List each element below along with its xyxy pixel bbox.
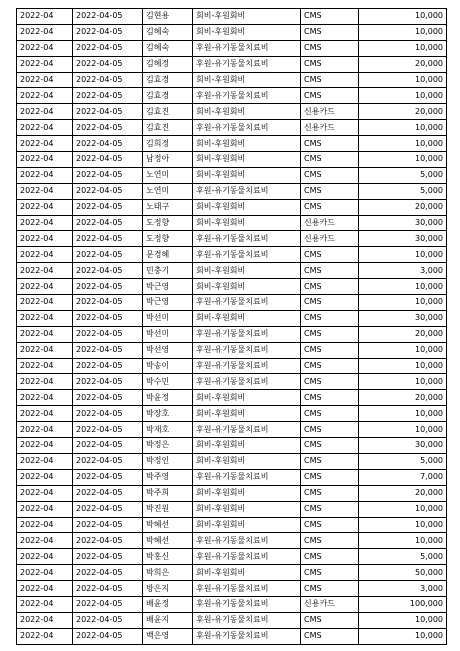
donor-name-cell: 노연미 <box>143 183 193 199</box>
item-cell: 후원-유기동물치료비 <box>193 549 301 565</box>
amount-cell: 10,000 <box>359 374 447 390</box>
donor-name-cell: 박혜선 <box>143 533 193 549</box>
month-cell: 2022-04 <box>17 581 73 597</box>
date-cell: 2022-04-05 <box>73 152 143 168</box>
amount-cell: 20,000 <box>359 199 447 215</box>
month-cell: 2022-04 <box>17 422 73 438</box>
item-cell: 후원-유기동물치료비 <box>193 374 301 390</box>
date-cell: 2022-04-05 <box>73 326 143 342</box>
amount-cell: 5,000 <box>359 183 447 199</box>
month-cell: 2022-04 <box>17 56 73 72</box>
date-cell: 2022-04-05 <box>73 533 143 549</box>
item-cell: 후원-유기동물치료비 <box>193 326 301 342</box>
donor-name-cell: 김효경 <box>143 88 193 104</box>
table-row <box>17 581 447 597</box>
payment-method-cell: CMS <box>301 247 359 263</box>
donor-name-cell: 박홍신 <box>143 549 193 565</box>
table-row <box>17 295 447 311</box>
donor-name-cell: 김현용 <box>143 9 193 25</box>
payment-method-cell: CMS <box>301 24 359 40</box>
amount-cell: 10,000 <box>359 533 447 549</box>
table-row <box>17 453 447 469</box>
date-cell: 2022-04-05 <box>73 9 143 25</box>
donor-name-cell: 노연미 <box>143 167 193 183</box>
month-cell: 2022-04 <box>17 247 73 263</box>
item-cell: 회비-후원회비 <box>193 152 301 168</box>
amount-cell: 30,000 <box>359 310 447 326</box>
month-cell: 2022-04 <box>17 215 73 231</box>
item-cell: 회비-후원회비 <box>193 453 301 469</box>
amount-cell: 30,000 <box>359 438 447 454</box>
item-cell: 후원-유기동물치료비 <box>193 422 301 438</box>
amount-cell: 100,000 <box>359 596 447 612</box>
item-cell: 회비-후원회비 <box>193 215 301 231</box>
date-cell: 2022-04-05 <box>73 565 143 581</box>
table-row <box>17 549 447 565</box>
item-cell: 후원-유기동물치료비 <box>193 56 301 72</box>
amount-cell: 10,000 <box>359 279 447 295</box>
table-row <box>17 215 447 231</box>
payment-method-cell: CMS <box>301 342 359 358</box>
date-cell: 2022-04-05 <box>73 549 143 565</box>
item-cell: 후원-유기동물치료비 <box>193 120 301 136</box>
month-cell: 2022-04 <box>17 40 73 56</box>
date-cell: 2022-04-05 <box>73 72 143 88</box>
payment-method-cell: CMS <box>301 406 359 422</box>
month-cell: 2022-04 <box>17 295 73 311</box>
payment-method-cell: CMS <box>301 358 359 374</box>
amount-cell: 10,000 <box>359 612 447 628</box>
payment-method-cell: CMS <box>301 183 359 199</box>
payment-method-cell: CMS <box>301 628 359 644</box>
date-cell: 2022-04-05 <box>73 469 143 485</box>
amount-cell: 20,000 <box>359 56 447 72</box>
amount-cell: 10,000 <box>359 628 447 644</box>
table-row <box>17 438 447 454</box>
date-cell: 2022-04-05 <box>73 231 143 247</box>
date-cell: 2022-04-05 <box>73 485 143 501</box>
amount-cell: 20,000 <box>359 390 447 406</box>
payment-method-cell: CMS <box>301 612 359 628</box>
payment-method-cell: CMS <box>301 485 359 501</box>
amount-cell: 10,000 <box>359 342 447 358</box>
donor-name-cell: 박혜선 <box>143 517 193 533</box>
month-cell: 2022-04 <box>17 358 73 374</box>
date-cell: 2022-04-05 <box>73 422 143 438</box>
month-cell: 2022-04 <box>17 438 73 454</box>
table-row <box>17 279 447 295</box>
date-cell: 2022-04-05 <box>73 40 143 56</box>
date-cell: 2022-04-05 <box>73 406 143 422</box>
date-cell: 2022-04-05 <box>73 501 143 517</box>
date-cell: 2022-04-05 <box>73 374 143 390</box>
donor-name-cell: 박근영 <box>143 279 193 295</box>
month-cell: 2022-04 <box>17 596 73 612</box>
table-row <box>17 88 447 104</box>
date-cell: 2022-04-05 <box>73 612 143 628</box>
donor-name-cell: 김희정 <box>143 136 193 152</box>
payment-method-cell: CMS <box>301 199 359 215</box>
payment-method-cell: CMS <box>301 263 359 279</box>
table-row <box>17 136 447 152</box>
item-cell: 후원-유기동물치료비 <box>193 581 301 597</box>
donor-name-cell: 박진원 <box>143 501 193 517</box>
payment-method-cell: CMS <box>301 310 359 326</box>
date-cell: 2022-04-05 <box>73 24 143 40</box>
amount-cell: 20,000 <box>359 326 447 342</box>
item-cell: 후원-유기동물치료비 <box>193 612 301 628</box>
payment-method-cell: CMS <box>301 9 359 25</box>
month-cell: 2022-04 <box>17 517 73 533</box>
payment-method-cell: CMS <box>301 152 359 168</box>
table-row <box>17 374 447 390</box>
date-cell: 2022-04-05 <box>73 136 143 152</box>
table-row <box>17 310 447 326</box>
item-cell: 회비-후원회비 <box>193 167 301 183</box>
donor-name-cell: 김혜숙 <box>143 24 193 40</box>
table-row <box>17 358 447 374</box>
month-cell: 2022-04 <box>17 406 73 422</box>
table-row <box>17 422 447 438</box>
date-cell: 2022-04-05 <box>73 183 143 199</box>
month-cell: 2022-04 <box>17 390 73 406</box>
table-row <box>17 263 447 279</box>
item-cell: 후원-유기동물치료비 <box>193 88 301 104</box>
table-row <box>17 390 447 406</box>
month-cell: 2022-04 <box>17 326 73 342</box>
table-row <box>17 565 447 581</box>
table-row <box>17 501 447 517</box>
payment-method-cell: CMS <box>301 56 359 72</box>
item-cell: 후원-유기동물치료비 <box>193 342 301 358</box>
donor-name-cell: 박주희 <box>143 485 193 501</box>
table-row <box>17 152 447 168</box>
item-cell: 후원-유기동물치료비 <box>193 358 301 374</box>
payment-method-cell: CMS <box>301 469 359 485</box>
payment-method-cell: CMS <box>301 438 359 454</box>
month-cell: 2022-04 <box>17 199 73 215</box>
amount-cell: 20,000 <box>359 485 447 501</box>
table-row <box>17 612 447 628</box>
donor-name-cell: 도정향 <box>143 215 193 231</box>
date-cell: 2022-04-05 <box>73 390 143 406</box>
payment-method-cell: CMS <box>301 565 359 581</box>
date-cell: 2022-04-05 <box>73 199 143 215</box>
month-cell: 2022-04 <box>17 183 73 199</box>
table-row <box>17 231 447 247</box>
date-cell: 2022-04-05 <box>73 263 143 279</box>
payment-method-cell: CMS <box>301 40 359 56</box>
donor-name-cell: 김효진 <box>143 120 193 136</box>
payment-method-cell: CMS <box>301 279 359 295</box>
item-cell: 후원-유기동물치료비 <box>193 231 301 247</box>
payment-method-cell: CMS <box>301 136 359 152</box>
donor-name-cell: 남정아 <box>143 152 193 168</box>
item-cell: 회비-후원회비 <box>193 517 301 533</box>
date-cell: 2022-04-05 <box>73 438 143 454</box>
payment-method-cell: CMS <box>301 533 359 549</box>
donor-name-cell: 민충기 <box>143 263 193 279</box>
date-cell: 2022-04-05 <box>73 56 143 72</box>
date-cell: 2022-04-05 <box>73 88 143 104</box>
item-cell: 회비-후원회비 <box>193 104 301 120</box>
month-cell: 2022-04 <box>17 120 73 136</box>
payment-method-cell: 신용카드 <box>301 215 359 231</box>
month-cell: 2022-04 <box>17 374 73 390</box>
table-row <box>17 167 447 183</box>
donor-name-cell: 배윤정 <box>143 596 193 612</box>
item-cell: 회비-후원회비 <box>193 485 301 501</box>
table-row <box>17 342 447 358</box>
item-cell: 회비-후원회비 <box>193 310 301 326</box>
month-cell: 2022-04 <box>17 263 73 279</box>
date-cell: 2022-04-05 <box>73 517 143 533</box>
donor-name-cell: 박윤정 <box>143 390 193 406</box>
amount-cell: 5,000 <box>359 453 447 469</box>
date-cell: 2022-04-05 <box>73 295 143 311</box>
item-cell: 회비-후원회비 <box>193 24 301 40</box>
month-cell: 2022-04 <box>17 342 73 358</box>
table-row <box>17 9 447 25</box>
item-cell: 후원-유기동물치료비 <box>193 295 301 311</box>
amount-cell: 7,000 <box>359 469 447 485</box>
month-cell: 2022-04 <box>17 501 73 517</box>
donor-name-cell: 박근영 <box>143 295 193 311</box>
amount-cell: 20,000 <box>359 104 447 120</box>
month-cell: 2022-04 <box>17 136 73 152</box>
donor-name-cell: 박송이 <box>143 358 193 374</box>
amount-cell: 50,000 <box>359 565 447 581</box>
month-cell: 2022-04 <box>17 9 73 25</box>
donor-name-cell: 박선미 <box>143 326 193 342</box>
donor-name-cell: 박선영 <box>143 342 193 358</box>
amount-cell: 10,000 <box>359 136 447 152</box>
month-cell: 2022-04 <box>17 167 73 183</box>
date-cell: 2022-04-05 <box>73 453 143 469</box>
amount-cell: 5,000 <box>359 549 447 565</box>
donor-name-cell: 도정향 <box>143 231 193 247</box>
table-row <box>17 183 447 199</box>
table-row <box>17 326 447 342</box>
amount-cell: 3,000 <box>359 581 447 597</box>
date-cell: 2022-04-05 <box>73 215 143 231</box>
payment-method-cell: CMS <box>301 422 359 438</box>
table-row <box>17 56 447 72</box>
table-row <box>17 533 447 549</box>
payment-method-cell: 신용카드 <box>301 104 359 120</box>
month-cell: 2022-04 <box>17 549 73 565</box>
month-cell: 2022-04 <box>17 104 73 120</box>
month-cell: 2022-04 <box>17 310 73 326</box>
donor-name-cell: 박정인 <box>143 453 193 469</box>
donor-name-cell: 김혜숙 <box>143 40 193 56</box>
amount-cell: 10,000 <box>359 406 447 422</box>
amount-cell: 3,000 <box>359 263 447 279</box>
payment-method-cell: 신용카드 <box>301 231 359 247</box>
donor-name-cell: 박수민 <box>143 374 193 390</box>
amount-cell: 10,000 <box>359 501 447 517</box>
amount-cell: 10,000 <box>359 40 447 56</box>
month-cell: 2022-04 <box>17 533 73 549</box>
amount-cell: 10,000 <box>359 422 447 438</box>
item-cell: 회비-후원회비 <box>193 406 301 422</box>
item-cell: 회비-후원회비 <box>193 72 301 88</box>
item-cell: 후원-유기동물치료비 <box>193 183 301 199</box>
month-cell: 2022-04 <box>17 231 73 247</box>
donation-table <box>16 8 447 645</box>
amount-cell: 10,000 <box>359 24 447 40</box>
amount-cell: 5,000 <box>359 167 447 183</box>
payment-method-cell: CMS <box>301 374 359 390</box>
donor-name-cell: 김혜정 <box>143 56 193 72</box>
donor-name-cell: 방은지 <box>143 581 193 597</box>
item-cell: 회비-후원회비 <box>193 199 301 215</box>
item-cell: 후원-유기동물치료비 <box>193 628 301 644</box>
month-cell: 2022-04 <box>17 628 73 644</box>
month-cell: 2022-04 <box>17 152 73 168</box>
amount-cell: 10,000 <box>359 152 447 168</box>
table-row <box>17 40 447 56</box>
donor-name-cell: 배윤지 <box>143 612 193 628</box>
amount-cell: 10,000 <box>359 517 447 533</box>
item-cell: 회비-후원회비 <box>193 279 301 295</box>
table-row <box>17 120 447 136</box>
payment-method-cell: CMS <box>301 501 359 517</box>
date-cell: 2022-04-05 <box>73 310 143 326</box>
item-cell: 후원-유기동물치료비 <box>193 533 301 549</box>
donor-name-cell: 백은영 <box>143 628 193 644</box>
payment-method-cell: CMS <box>301 390 359 406</box>
donor-name-cell: 김효진 <box>143 104 193 120</box>
table-row <box>17 596 447 612</box>
item-cell: 후원-유기동물치료비 <box>193 596 301 612</box>
payment-method-cell: CMS <box>301 549 359 565</box>
month-cell: 2022-04 <box>17 453 73 469</box>
table-row <box>17 199 447 215</box>
payment-method-cell: CMS <box>301 295 359 311</box>
item-cell: 회비-후원회비 <box>193 438 301 454</box>
table-row <box>17 104 447 120</box>
date-cell: 2022-04-05 <box>73 342 143 358</box>
table-row <box>17 485 447 501</box>
date-cell: 2022-04-05 <box>73 247 143 263</box>
amount-cell: 10,000 <box>359 247 447 263</box>
date-cell: 2022-04-05 <box>73 358 143 374</box>
donor-name-cell: 박희은 <box>143 565 193 581</box>
table-row <box>17 72 447 88</box>
donor-name-cell: 박주영 <box>143 469 193 485</box>
item-cell: 후원-유기동물치료비 <box>193 40 301 56</box>
item-cell: 회비-후원회비 <box>193 565 301 581</box>
month-cell: 2022-04 <box>17 88 73 104</box>
donor-name-cell: 문경혜 <box>143 247 193 263</box>
payment-method-cell: CMS <box>301 88 359 104</box>
amount-cell: 10,000 <box>359 88 447 104</box>
donor-name-cell: 노태구 <box>143 199 193 215</box>
table-row <box>17 247 447 263</box>
donor-name-cell: 박재호 <box>143 422 193 438</box>
amount-cell: 10,000 <box>359 358 447 374</box>
item-cell: 회비-후원회비 <box>193 263 301 279</box>
amount-cell: 30,000 <box>359 231 447 247</box>
payment-method-cell: CMS <box>301 453 359 469</box>
item-cell: 회비-후원회비 <box>193 9 301 25</box>
table-row <box>17 469 447 485</box>
date-cell: 2022-04-05 <box>73 581 143 597</box>
table-row <box>17 24 447 40</box>
date-cell: 2022-04-05 <box>73 628 143 644</box>
item-cell: 회비-후원회비 <box>193 136 301 152</box>
table-row <box>17 406 447 422</box>
item-cell: 후원-유기동물치료비 <box>193 469 301 485</box>
donor-name-cell: 김효경 <box>143 72 193 88</box>
date-cell: 2022-04-05 <box>73 120 143 136</box>
date-cell: 2022-04-05 <box>73 167 143 183</box>
payment-method-cell: 신용카드 <box>301 596 359 612</box>
amount-cell: 10,000 <box>359 9 447 25</box>
donation-table-body <box>17 9 447 645</box>
date-cell: 2022-04-05 <box>73 104 143 120</box>
month-cell: 2022-04 <box>17 565 73 581</box>
amount-cell: 10,000 <box>359 120 447 136</box>
item-cell: 후원-유기동물치료비 <box>193 247 301 263</box>
payment-method-cell: CMS <box>301 72 359 88</box>
payment-method-cell: 신용카드 <box>301 120 359 136</box>
item-cell: 회비-후원회비 <box>193 390 301 406</box>
amount-cell: 10,000 <box>359 295 447 311</box>
amount-cell: 10,000 <box>359 72 447 88</box>
payment-method-cell: CMS <box>301 517 359 533</box>
month-cell: 2022-04 <box>17 612 73 628</box>
donor-name-cell: 박선미 <box>143 310 193 326</box>
date-cell: 2022-04-05 <box>73 279 143 295</box>
donor-name-cell: 박장호 <box>143 406 193 422</box>
month-cell: 2022-04 <box>17 485 73 501</box>
month-cell: 2022-04 <box>17 469 73 485</box>
item-cell: 회비-후원회비 <box>193 501 301 517</box>
table-row <box>17 517 447 533</box>
payment-method-cell: CMS <box>301 581 359 597</box>
table-row <box>17 628 447 644</box>
payment-method-cell: CMS <box>301 167 359 183</box>
date-cell: 2022-04-05 <box>73 596 143 612</box>
month-cell: 2022-04 <box>17 279 73 295</box>
donor-name-cell: 박정은 <box>143 438 193 454</box>
payment-method-cell: CMS <box>301 326 359 342</box>
amount-cell: 30,000 <box>359 215 447 231</box>
month-cell: 2022-04 <box>17 72 73 88</box>
month-cell: 2022-04 <box>17 24 73 40</box>
